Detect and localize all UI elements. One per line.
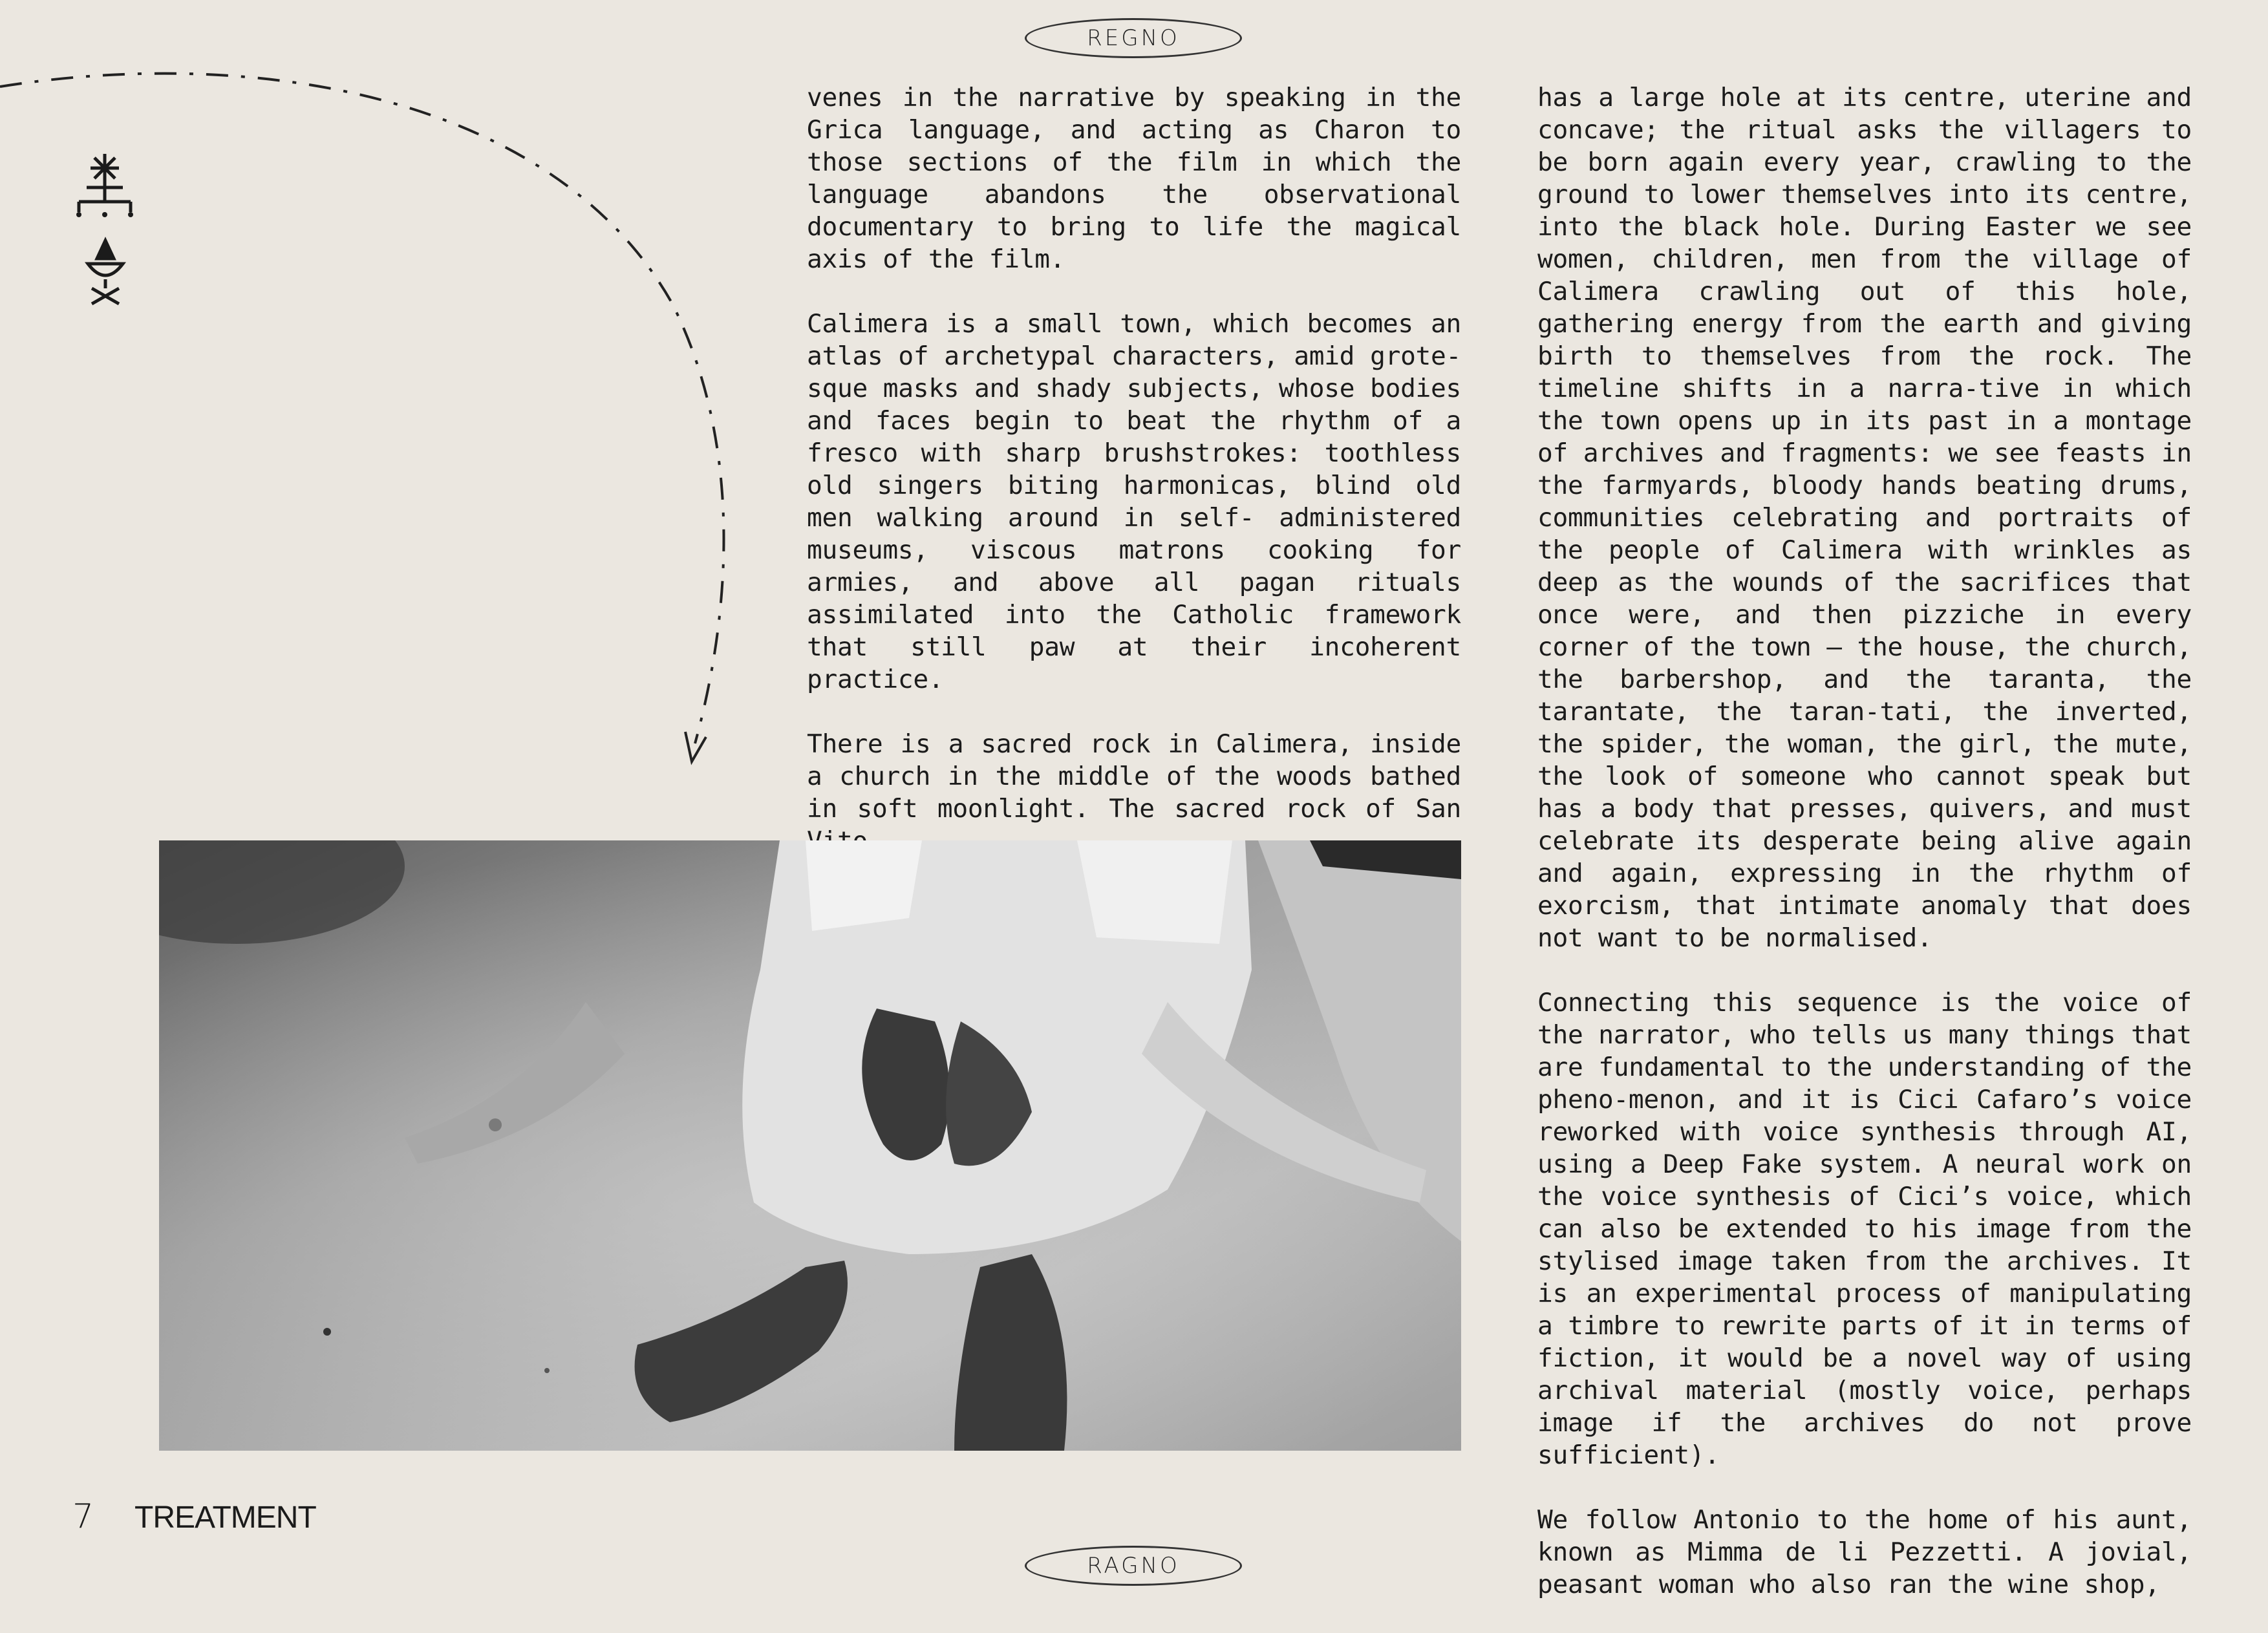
text-column-left — [807, 81, 1461, 890]
paragraph: venes in the narrative by speaking in the Grica language, and acting as Charon to those sections of the film in which the language abandons the observational documentary to bring to life the magical axis of the film. — [807, 83, 1461, 274]
header-logo — [1025, 18, 1242, 58]
archival-photo — [159, 840, 1461, 1451]
footer-logo-text: RAGNO — [1087, 1553, 1180, 1579]
paragraph: We follow Antonio to the home of his aunt, known as Mimma de li Pezzetti. A jovial, peasant woman who also ran the wine shop, — [1537, 1505, 2192, 1599]
footer-logo — [1025, 1546, 1242, 1586]
page-number: 7 — [72, 1497, 94, 1536]
header-logo-text: REGNO — [1087, 25, 1180, 51]
chalice-icon — [83, 237, 128, 308]
star-cross-icon — [72, 150, 137, 221]
paragraph: Calimera is a small town, which becomes an atlas of archetypal characters, amid grote-sque masks and shady subjects, whose bodies and faces begin to beat the rhythm of a fresco with sharp brushstrokes: toothless old singers biting harmonicas, blind old men walking around in self- administered museums, viscous matrons cooking for armies, and above all pagan rituals assimilated into the Catholic framework that still paw at their incoherent practice. — [807, 309, 1461, 694]
paragraph: There is a sacred rock in Calimera, inside a church in the middle of the woods bathed in soft moonlight. The sacred rock of San — [807, 729, 1461, 824]
section-label: TREATMENT — [134, 1500, 316, 1535]
paragraph: has a large hole at its centre, uterine and concave; the ritual asks the villagers to be born again every year, crawling to the ground to lower themselves into its centre, into the black hole. During Easter we see women, children, men from the village of Calimera crawling out of this hole, gathering energy from the earth and giving birth to themselves from the rock. The timeline shifts in a narra-tive in which the town opens up in its past in a montage of archives and fragments: we see feasts in the farmyards, bloody hands beating drums, communities celebrating and portraits of the people of Calimera with wrinkles as deep as the wounds of the sacrifices that once were, and then pizziche in every corner of the town – the house, the church, the barbershop, and the taranta, the tarantate, the taran-tati, the inverted, the spider, the woman, the girl, the mute, the look of someone who cannot speak but has a body that presses, quivers, and must celebrate its desperate being alive again and again, expressing in the rhythm of exorcism, that intimate anomaly that does not want to be normalised. — [1537, 83, 2192, 953]
archival-photo-image — [159, 840, 1461, 1451]
paragraph: Connecting this sequence is the voice of the narrator, who tells us many things that are fundamental to the understanding of the pheno-menon, and it is Cici Cafaro’s voice reworked with voice synthesis through AI, using a Deep Fake system. A neural work on the voice synthesis of Cici’s voice, which can also be extended to his image from the stylised image taken from the archives. It is an experimental process of manipulating a timbre to rewrite parts of it in terms of fiction, it would be a novel way of using archival material (mostly voice, perhaps image if the archives do not prove sufficient). — [1537, 988, 2192, 1470]
text-column-right — [1537, 81, 2192, 1633]
